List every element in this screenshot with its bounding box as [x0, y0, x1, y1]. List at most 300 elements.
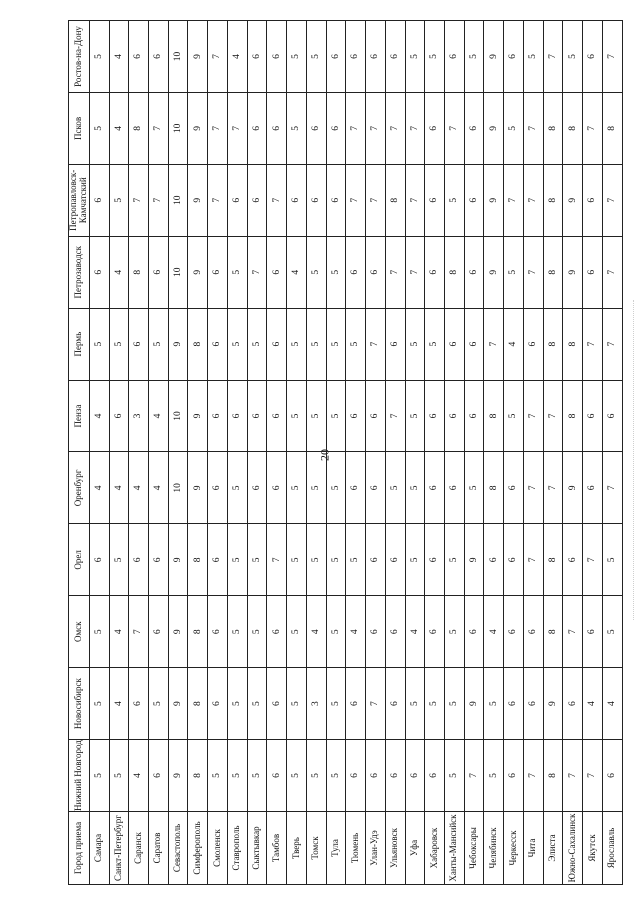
row-city: Томск — [306, 812, 326, 885]
table-cell: 6 — [109, 380, 129, 452]
table-cell: 6 — [385, 596, 405, 668]
row-city: Самара — [89, 812, 109, 885]
table-cell: 6 — [306, 164, 326, 236]
table-cell: 5 — [405, 668, 425, 740]
column-header: Нижний Новгород — [69, 740, 90, 812]
table-cell: 7 — [523, 740, 543, 812]
table-cell: 6 — [148, 236, 168, 308]
table-cell: 8 — [543, 92, 563, 164]
table-row — [168, 21, 188, 885]
column-header: Пенза — [69, 380, 90, 452]
table-cell: 6 — [445, 21, 465, 93]
table-cell: 7 — [385, 92, 405, 164]
table-cell: 7 — [464, 740, 484, 812]
table-cell: 6 — [523, 596, 543, 668]
table-cell: 5 — [287, 308, 307, 380]
table-cell: 6 — [129, 668, 149, 740]
table-cell: 9 — [168, 668, 188, 740]
column-header: Новосибирск — [69, 668, 90, 740]
table-cell: 9 — [543, 668, 563, 740]
table-cell: 5 — [247, 308, 267, 380]
table-cell: 9 — [188, 236, 208, 308]
table-cell: 5 — [247, 668, 267, 740]
table-row — [543, 21, 563, 885]
table-cell: 8 — [563, 308, 583, 380]
table-row — [306, 21, 326, 885]
table-cell: 8 — [543, 236, 563, 308]
column-header: Оренбург — [69, 452, 90, 524]
table-row — [208, 21, 228, 885]
table-cell: 6 — [366, 21, 386, 93]
column-header: Ростов-на-Дону — [69, 21, 90, 93]
table-cell: 7 — [543, 21, 563, 93]
table-cell: 7 — [523, 452, 543, 524]
table-cell: 5 — [306, 236, 326, 308]
table-cell: 5 — [287, 668, 307, 740]
table-cell: 6 — [267, 740, 287, 812]
table-cell: 9 — [168, 524, 188, 596]
table-cell: 3 — [306, 668, 326, 740]
row-city: Санкт-Петербург — [109, 812, 129, 885]
table-cell: 6 — [267, 452, 287, 524]
table-cell: 5 — [445, 164, 465, 236]
table-cell: 6 — [267, 596, 287, 668]
table-cell: 6 — [346, 21, 366, 93]
table-cell: 6 — [425, 236, 445, 308]
table-cell: 6 — [227, 380, 247, 452]
table-cell: 6 — [366, 236, 386, 308]
table-cell: 5 — [89, 21, 109, 93]
row-city: Саранск — [129, 812, 149, 885]
table-cell: 6 — [89, 524, 109, 596]
table-cell: 7 — [346, 92, 366, 164]
row-city: Ульяновск — [385, 812, 405, 885]
table-cell: 7 — [563, 596, 583, 668]
table-cell: 6 — [445, 380, 465, 452]
table-cell: 9 — [168, 308, 188, 380]
table-cell: 10 — [168, 92, 188, 164]
table-cell: 8 — [445, 236, 465, 308]
table-row — [267, 21, 287, 885]
table-row — [504, 21, 524, 885]
table-cell: 6 — [405, 740, 425, 812]
table-row — [484, 21, 504, 885]
table-cell: 6 — [366, 596, 386, 668]
table-cell: 5 — [306, 524, 326, 596]
table-cell: 5 — [445, 668, 465, 740]
table-cell: 9 — [168, 740, 188, 812]
table-cell: 7 — [208, 21, 228, 93]
table-cell: 5 — [405, 380, 425, 452]
table-cell: 6 — [425, 380, 445, 452]
table-cell: 4 — [129, 452, 149, 524]
table-cell: 5 — [602, 524, 622, 596]
row-city: Чебоксары — [464, 812, 484, 885]
table-cell: 6 — [445, 452, 465, 524]
table-cell: 8 — [543, 308, 563, 380]
table-cell: 8 — [543, 740, 563, 812]
table-cell: 8 — [129, 92, 149, 164]
table-cell: 6 — [366, 524, 386, 596]
table-cell: 5 — [148, 308, 168, 380]
table-cell: 5 — [326, 380, 346, 452]
table-cell: 9 — [484, 164, 504, 236]
table-row — [523, 21, 543, 885]
table-row — [326, 21, 346, 885]
table-cell: 6 — [247, 452, 267, 524]
table-cell: 5 — [464, 21, 484, 93]
table-cell: 7 — [523, 524, 543, 596]
table-cell: 9 — [464, 668, 484, 740]
table-cell: 8 — [543, 524, 563, 596]
table-row — [602, 21, 622, 885]
table-cell: 10 — [168, 21, 188, 93]
table-cell: 5 — [425, 21, 445, 93]
table-cell: 8 — [188, 308, 208, 380]
table-cell: 5 — [109, 164, 129, 236]
table-cell: 6 — [208, 452, 228, 524]
table-cell: 8 — [188, 668, 208, 740]
table-cell: 7 — [366, 164, 386, 236]
table-cell: 7 — [267, 164, 287, 236]
table-cell: 6 — [346, 668, 366, 740]
table-cell: 7 — [523, 380, 543, 452]
distance-table — [68, 20, 623, 885]
row-city: Сыктывкар — [247, 812, 267, 885]
table-cell: 6 — [366, 452, 386, 524]
table-cell: 8 — [129, 236, 149, 308]
table-cell: 5 — [89, 308, 109, 380]
table-cell: 7 — [405, 92, 425, 164]
table-cell: 8 — [543, 596, 563, 668]
table-cell: 6 — [385, 21, 405, 93]
table-cell: 8 — [543, 164, 563, 236]
table-cell: 4 — [129, 740, 149, 812]
table-cell: 5 — [227, 740, 247, 812]
table-cell: 6 — [208, 236, 228, 308]
column-header: Пермь — [69, 308, 90, 380]
table-cell: 7 — [523, 236, 543, 308]
row-city: Тула — [326, 812, 346, 885]
table-cell: 7 — [247, 236, 267, 308]
table-cell: 5 — [287, 452, 307, 524]
table-cell: 6 — [602, 740, 622, 812]
table-cell: 6 — [267, 92, 287, 164]
table-row — [385, 21, 405, 885]
row-city: Южно-Сахалинск — [563, 812, 583, 885]
table-row — [583, 21, 603, 885]
table-cell: 7 — [405, 236, 425, 308]
table-cell: 6 — [464, 92, 484, 164]
table-cell: 5 — [89, 740, 109, 812]
table-cell: 5 — [148, 668, 168, 740]
table-cell: 5 — [405, 452, 425, 524]
table-cell: 5 — [326, 740, 346, 812]
table-cell: 6 — [326, 92, 346, 164]
table-cell: 10 — [168, 164, 188, 236]
table-cell: 9 — [188, 164, 208, 236]
table-cell: 7 — [208, 164, 228, 236]
table-cell: 4 — [405, 596, 425, 668]
table-cell: 5 — [484, 740, 504, 812]
table-cell: 7 — [602, 236, 622, 308]
table-cell: 6 — [129, 524, 149, 596]
table-cell: 6 — [247, 380, 267, 452]
table-cell: 6 — [267, 380, 287, 452]
table-cell: 6 — [425, 452, 445, 524]
table-cell: 8 — [602, 92, 622, 164]
row-city: Ярославль — [602, 812, 622, 885]
table-cell: 6 — [583, 21, 603, 93]
table-cell: 6 — [148, 740, 168, 812]
table-cell: 6 — [326, 164, 346, 236]
table-row — [188, 21, 208, 885]
row-city: Саратов — [148, 812, 168, 885]
table-cell: 5 — [208, 740, 228, 812]
table-cell: 5 — [287, 596, 307, 668]
table-cell: 6 — [148, 596, 168, 668]
table-cell: 7 — [366, 308, 386, 380]
table-cell: 6 — [425, 92, 445, 164]
table-cell: 6 — [425, 164, 445, 236]
table-row — [445, 21, 465, 885]
table-cell: 5 — [89, 596, 109, 668]
table-cell: 5 — [602, 596, 622, 668]
table-cell: 6 — [129, 21, 149, 93]
table-cell: 6 — [504, 21, 524, 93]
table-cell: 7 — [504, 164, 524, 236]
table-cell: 4 — [109, 236, 129, 308]
table-cell: 5 — [346, 524, 366, 596]
table-cell: 5 — [425, 308, 445, 380]
table-cell: 6 — [602, 380, 622, 452]
table-cell: 5 — [563, 21, 583, 93]
table-cell: 5 — [326, 236, 346, 308]
table-cell: 4 — [306, 596, 326, 668]
table-cell: 6 — [148, 21, 168, 93]
table-cell: 7 — [602, 21, 622, 93]
table-cell: 5 — [445, 596, 465, 668]
table-cell: 5 — [287, 740, 307, 812]
table-cell: 5 — [227, 452, 247, 524]
table-cell: 6 — [346, 380, 366, 452]
table-cell: 6 — [89, 236, 109, 308]
table-cell: 3 — [129, 380, 149, 452]
table-row — [148, 21, 168, 885]
table-cell: 5 — [306, 21, 326, 93]
table-cell: 4 — [109, 596, 129, 668]
table-cell: 7 — [267, 524, 287, 596]
table-cell: 6 — [583, 596, 603, 668]
table-cell: 5 — [306, 740, 326, 812]
table-cell: 5 — [504, 380, 524, 452]
table-cell: 10 — [168, 236, 188, 308]
table-cell: 5 — [109, 524, 129, 596]
row-city: Смоленск — [208, 812, 228, 885]
table-cell: 6 — [306, 92, 326, 164]
table-cell: 6 — [366, 380, 386, 452]
table-cell: 5 — [287, 524, 307, 596]
table-cell: 9 — [563, 236, 583, 308]
table-cell: 5 — [227, 236, 247, 308]
table-cell: 5 — [405, 308, 425, 380]
table-cell: 5 — [484, 668, 504, 740]
table-cell: 5 — [89, 668, 109, 740]
table-cell: 4 — [583, 668, 603, 740]
table-row — [227, 21, 247, 885]
row-city: Элиста — [543, 812, 563, 885]
row-city: Хабаровск — [425, 812, 445, 885]
row-city: Тюмень — [346, 812, 366, 885]
table-cell: 8 — [563, 92, 583, 164]
table-cell: 5 — [287, 380, 307, 452]
table-cell: 6 — [583, 164, 603, 236]
table-cell: 5 — [306, 452, 326, 524]
table-cell: 7 — [366, 668, 386, 740]
scan-edge-mark — [633, 300, 636, 620]
table-cell: 5 — [109, 740, 129, 812]
table-cell: 5 — [385, 452, 405, 524]
table-cell: 8 — [188, 596, 208, 668]
table-cell: 5 — [89, 92, 109, 164]
table-cell: 5 — [306, 308, 326, 380]
table-cell: 5 — [425, 668, 445, 740]
row-city: Якутск — [583, 812, 603, 885]
table-cell: 10 — [168, 380, 188, 452]
table-cell: 6 — [267, 236, 287, 308]
row-city: Уфа — [405, 812, 425, 885]
table-row — [287, 21, 307, 885]
table-cell: 5 — [109, 308, 129, 380]
table-cell: 8 — [484, 380, 504, 452]
table-cell: 4 — [148, 380, 168, 452]
table-cell: 7 — [523, 164, 543, 236]
table-cell: 8 — [563, 380, 583, 452]
row-city: Севастополь — [168, 812, 188, 885]
table-cell: 6 — [366, 740, 386, 812]
table-cell: 5 — [445, 524, 465, 596]
table-cell: 5 — [326, 668, 346, 740]
table-row — [109, 21, 129, 885]
table-cell: 6 — [326, 21, 346, 93]
table-cell: 6 — [385, 740, 405, 812]
table-cell: 5 — [326, 524, 346, 596]
table-cell: 4 — [109, 21, 129, 93]
table-row — [89, 21, 109, 885]
table-cell: 5 — [227, 524, 247, 596]
table-cell: 5 — [405, 21, 425, 93]
table-cell: 8 — [188, 524, 208, 596]
table-cell: 8 — [484, 452, 504, 524]
table-cell: 6 — [464, 308, 484, 380]
table-cell: 6 — [208, 524, 228, 596]
table-cell: 7 — [129, 164, 149, 236]
table-cell: 7 — [148, 92, 168, 164]
table-cell: 6 — [247, 21, 267, 93]
table-cell: 5 — [445, 740, 465, 812]
table-cell: 7 — [563, 740, 583, 812]
table-cell: 4 — [602, 668, 622, 740]
table-cell: 7 — [148, 164, 168, 236]
table-cell: 9 — [563, 164, 583, 236]
table-cell: 6 — [583, 380, 603, 452]
table-cell: 6 — [267, 668, 287, 740]
table-row — [464, 21, 484, 885]
table-cell: 5 — [247, 740, 267, 812]
header-row — [69, 21, 90, 885]
table-cell: 5 — [227, 596, 247, 668]
table-cell: 7 — [346, 164, 366, 236]
table-cell: 5 — [464, 452, 484, 524]
table-cell: 9 — [188, 380, 208, 452]
table-cell: 6 — [425, 524, 445, 596]
table-cell: 6 — [346, 452, 366, 524]
table-cell: 7 — [583, 740, 603, 812]
table-cell: 5 — [227, 668, 247, 740]
table-cell: 5 — [504, 92, 524, 164]
table-cell: 9 — [188, 452, 208, 524]
row-city: Ханты-Мансийск — [445, 812, 465, 885]
table-cell: 9 — [188, 21, 208, 93]
table-cell: 4 — [504, 308, 524, 380]
table-row — [366, 21, 386, 885]
row-city: Челябинск — [484, 812, 504, 885]
table-cell: 4 — [148, 452, 168, 524]
table-cell: 6 — [504, 452, 524, 524]
table-cell: 7 — [385, 236, 405, 308]
table-row — [563, 21, 583, 885]
page-number: 20 — [317, 449, 332, 461]
table-cell: 5 — [346, 308, 366, 380]
table-cell: 7 — [445, 92, 465, 164]
table-row — [405, 21, 425, 885]
table-cell: 6 — [385, 524, 405, 596]
table-cell: 6 — [247, 92, 267, 164]
row-city: Тамбов — [267, 812, 287, 885]
table-cell: 6 — [227, 164, 247, 236]
table-cell: 7 — [583, 308, 603, 380]
table-cell: 4 — [346, 596, 366, 668]
table-cell: 7 — [227, 92, 247, 164]
table-cell: 6 — [464, 380, 484, 452]
table-cell: 6 — [208, 596, 228, 668]
row-city: Тверь — [287, 812, 307, 885]
table-cell: 10 — [168, 452, 188, 524]
table-row — [129, 21, 149, 885]
table-cell: 6 — [346, 236, 366, 308]
table-cell: 6 — [563, 524, 583, 596]
table-cell: 6 — [464, 596, 484, 668]
table-cell: 6 — [247, 164, 267, 236]
table-cell: 6 — [385, 668, 405, 740]
table-cell: 5 — [306, 380, 326, 452]
table-cell: 7 — [405, 164, 425, 236]
column-header: Петропавловск-Камчатский — [69, 164, 90, 236]
table-cell: 6 — [504, 596, 524, 668]
table-cell: 6 — [583, 236, 603, 308]
table-cell: 5 — [405, 524, 425, 596]
table-cell: 6 — [504, 740, 524, 812]
table-cell: 4 — [89, 380, 109, 452]
table-cell: 7 — [583, 524, 603, 596]
table-cell: 6 — [267, 308, 287, 380]
table-cell: 6 — [148, 524, 168, 596]
table-cell: 7 — [129, 596, 149, 668]
table-cell: 5 — [504, 236, 524, 308]
table-cell: 5 — [326, 452, 346, 524]
table-cell: 5 — [326, 308, 346, 380]
table-cell: 4 — [484, 596, 504, 668]
